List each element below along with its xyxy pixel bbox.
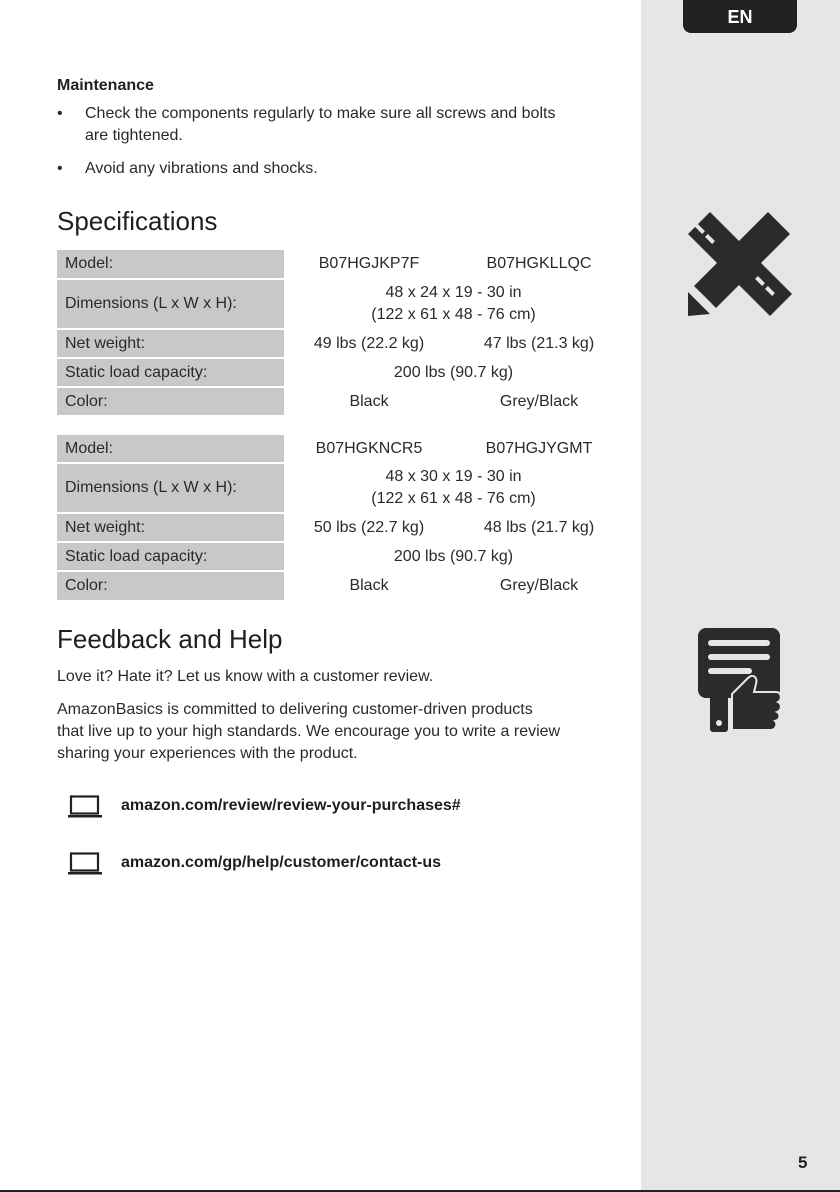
- spec-label: Dimensions (L x W x H):: [57, 280, 284, 328]
- spec-row-color: [57, 388, 607, 415]
- spec-value: [284, 280, 623, 328]
- spec-row-load: [57, 543, 607, 570]
- spec-value: 48 lbs (21.7 kg): [483, 518, 595, 536]
- bullet-text: Avoid any vibrations and shocks.: [85, 160, 318, 177]
- spec-value: Grey/Black: [499, 392, 579, 410]
- spec-label: Static load capacity:: [57, 543, 284, 570]
- spec-value: Black: [349, 392, 389, 410]
- spec-value: 200 lbs (90.7 kg): [393, 363, 514, 381]
- spec-value: B07HGKLLQC: [486, 255, 592, 272]
- spec-row-color: [57, 572, 607, 600]
- dimensions-in: 48 x 24 x 19 - 30 in: [385, 284, 522, 301]
- pencil-ruler-icon: [688, 210, 792, 316]
- spec-row-dimensions: [57, 280, 607, 328]
- spec-value: B07HGJYGMT: [485, 439, 593, 457]
- spec-row-weight: [57, 330, 607, 357]
- spec-label: Color:: [57, 572, 284, 600]
- spec-label: Static load capacity:: [57, 359, 284, 386]
- spec-label: Color:: [57, 388, 284, 415]
- laptop-icon: [68, 852, 102, 876]
- spec-value: 49 lbs (22.2 kg): [313, 334, 425, 352]
- thumbs-up-review-icon: [698, 628, 782, 732]
- feedback-intro: Love it? Hate it? Let us know with a customer review.: [57, 668, 434, 685]
- dimensions-cm: (122 x 61 x 48 - 76 cm): [371, 490, 536, 507]
- spec-label: Model:: [57, 250, 284, 278]
- bullet-dot: •: [57, 160, 63, 177]
- spec-row-model: [57, 435, 607, 462]
- laptop-icon: [68, 795, 102, 819]
- dimensions-cm: (122 x 61 x 48 - 76 cm): [371, 306, 536, 323]
- maintenance-heading: Maintenance: [57, 77, 154, 94]
- bullet-text: are tightened.: [85, 127, 183, 144]
- feedback-body-line: AmazonBasics is committed to delivering customer-driven products: [57, 701, 533, 718]
- spec-value: Black: [349, 577, 389, 594]
- spec-label: Net weight:: [57, 330, 284, 357]
- spec-value: Grey/Black: [499, 577, 579, 594]
- sidebar: [641, 0, 840, 1192]
- spec-row-weight: [57, 514, 607, 541]
- spec-value: B07HGJKP7F: [318, 255, 420, 272]
- specifications-heading: Specifications: [57, 206, 218, 236]
- spec-value: 47 lbs (21.3 kg): [483, 334, 595, 352]
- contact-link-text[interactable]: amazon.com/gp/help/customer/contact-us: [121, 854, 442, 871]
- spec-value: 200 lbs (90.7 kg): [393, 547, 514, 565]
- spec-value: [284, 464, 623, 512]
- feedback-heading: Feedback and Help: [57, 624, 283, 654]
- spec-label: Net weight:: [57, 514, 284, 541]
- language-badge: EN: [683, 0, 797, 33]
- spec-row-model: [57, 250, 607, 278]
- page-number: 5: [798, 1153, 808, 1172]
- feedback-body-line: that live up to your high standards. We encourage you to write a review: [57, 723, 561, 740]
- spec-label: Model:: [57, 435, 284, 462]
- spec-row-load: [57, 359, 607, 386]
- spec-value: 50 lbs (22.7 kg): [313, 518, 425, 536]
- spec-value: B07HGKNCR5: [315, 439, 423, 457]
- spec-row-dimensions: [57, 464, 607, 512]
- bullet-text: Check the components regularly to make sure all screws and bolts: [85, 105, 556, 122]
- bullet-dot: •: [57, 105, 63, 122]
- spec-label: Dimensions (L x W x H):: [57, 464, 284, 512]
- review-link-text[interactable]: amazon.com/review/review-your-purchases#: [121, 797, 461, 814]
- feedback-body: [57, 699, 617, 765]
- feedback-body-line: sharing your experiences with the product.: [57, 745, 358, 762]
- dimensions-in: 48 x 30 x 19 - 30 in: [385, 468, 522, 485]
